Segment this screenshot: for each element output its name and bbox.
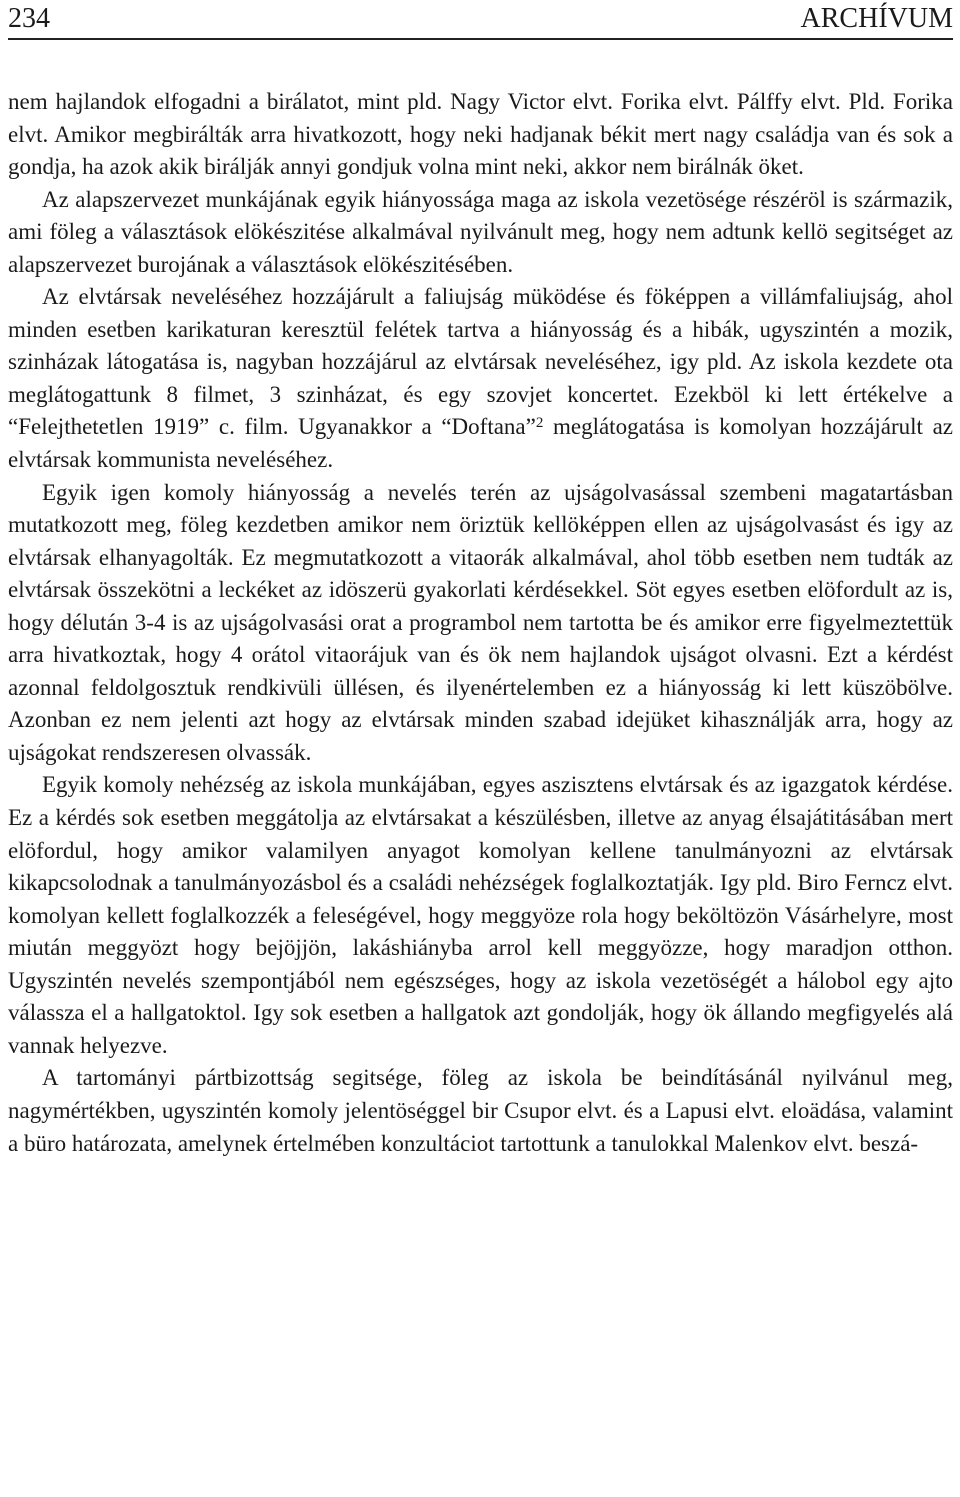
paragraph-3-text-b: meglátogatása is komolyan hozzájárult az elvtársak kommunista neveléséhez. [8, 414, 953, 473]
running-title: ARCHÍVUM [800, 3, 953, 34]
paragraph-5: Egyik komoly nehézség az iskola munkájában, egyes aszisztens elvtársak és az igazgatok kérdése. Ez a kérdés sok esetben meggátolja az elvtársakat a készülésben, illetve az anyag élsajátitásában mert elöfordul, hogy amikor valamilyen anyagot komolyan kellene tanulmányozni az elvtársak kikapcsolodnak a tanulmányozásbol és a családi nehézségek foglalkoztatják. Igy pld. Biro Ferncz elvt. komolyan kellett foglalkozzék a feleségével, hogy meggyöze rola hogy beköltözön Vásárhelyre, most miután meggyözt hogy bejöjjön, lakáshiányba arrol kell meggyözze, hogy maradjon otthon. Ugyszintén nevelés szempontjából nem egészséges, hogy az iskola vezetöségét a hálobol egy ajto válassza el a hallgatoktol. Igy sok esetben a hallgatok azt gondolják, hogy ök állando megfigyelés alá vannak helyezve. [8, 772, 953, 1058]
paragraph-3-text-a: Az elvtársak neveléséhez hozzájárult a faliujság müködése és föképpen a villámfaliujság, ahol minden esetben karikaturan keresztül felétek tartva a hiányosság és a hibák, ugyszintén a mozik, szinházak látogatása is, nagyban hozzájárul az elvtársak neveléséhez, igy pld. Az iskola kezdete ota meglátogattunk 8 filmet, 3 szinházat, és egy szovjet koncertet. Ezekböl ki lett értékelve a “Felejthetetlen 1919” c. film. Ugyanakkor a “Doftana” [8, 284, 953, 440]
paragraph-3 [8, 281, 953, 476]
body-text [8, 86, 953, 1160]
paragraph-6: A tartományi pártbizottság segitsége, föleg az iskola be beindításánál nyilvánul meg, nagymértékben, ugyszintén komoly jelentöséggel bir Csupor elvt. és a Lapusi elvt. eloädása, valamint a büro határozata, amelynek értelmében konzultáciot tartottunk a tanulokkal Malenkov elvt. beszá- [8, 1065, 953, 1156]
running-header [8, 0, 953, 40]
footnote-ref: 2 [535, 415, 544, 432]
page-number: 234 [8, 3, 50, 34]
paragraph-4: Egyik igen komoly hiányosság a nevelés terén az ujságolvasással szembeni magatartásban mutatkozott meg, föleg kezdetben amikor nem öriztük kellöképpen ellen az ujságolvasást és igy az elvtársak elhanyagolták. Ez megmutatkozott a vitaorák alkalmával, ahol több esetben nem tudták az elvtársak összekötni a leckéket az idöszerü gyakorlati kérdésekkel. Söt egyes esetben elöfordult az is, hogy délután 3-4 is az ujságolvasási orat a programbol nem tartotta be és amikor erre figyelmeztettük arra hivatkoztak, hogy 4 orátol vitaorájuk van és ök nem hajlandok ujságot olvasni. Ezt a kérdést azonnal feldolgosztuk rendkivüli üllésen, és ilyenértelemben ez a hiányosság ki lett küszöbölve. Azonban ez nem jelenti azt hogy az elvtársak minden szabad idejüket kihasználják arra, hogy az ujságokat rendszeresen olvassák. [8, 479, 953, 765]
paragraph-1: nem hajlandok elfogadni a birálatot, mint pld. Nagy Victor elvt. Forika elvt. Pálffy elvt. Pld. Forika elvt. Amikor megbirálták arra hivatkozott, hogy neki hadjanak békit mert nagy családja van és sok a gondja, ha azok akik birálják annyi gondjuk volna mint neki, akkor nem birálnák öket. [8, 89, 953, 180]
paragraph-2: Az alapszervezet munkájának egyik hiányossága maga az iskola vezetösége részéröl is származik, ami föleg a választások elökészitése alkalmával nyilvánult meg, hogy nem adtunk kellö segitséget az alapszervezet burojának a választások elökészitésében. [8, 186, 953, 277]
